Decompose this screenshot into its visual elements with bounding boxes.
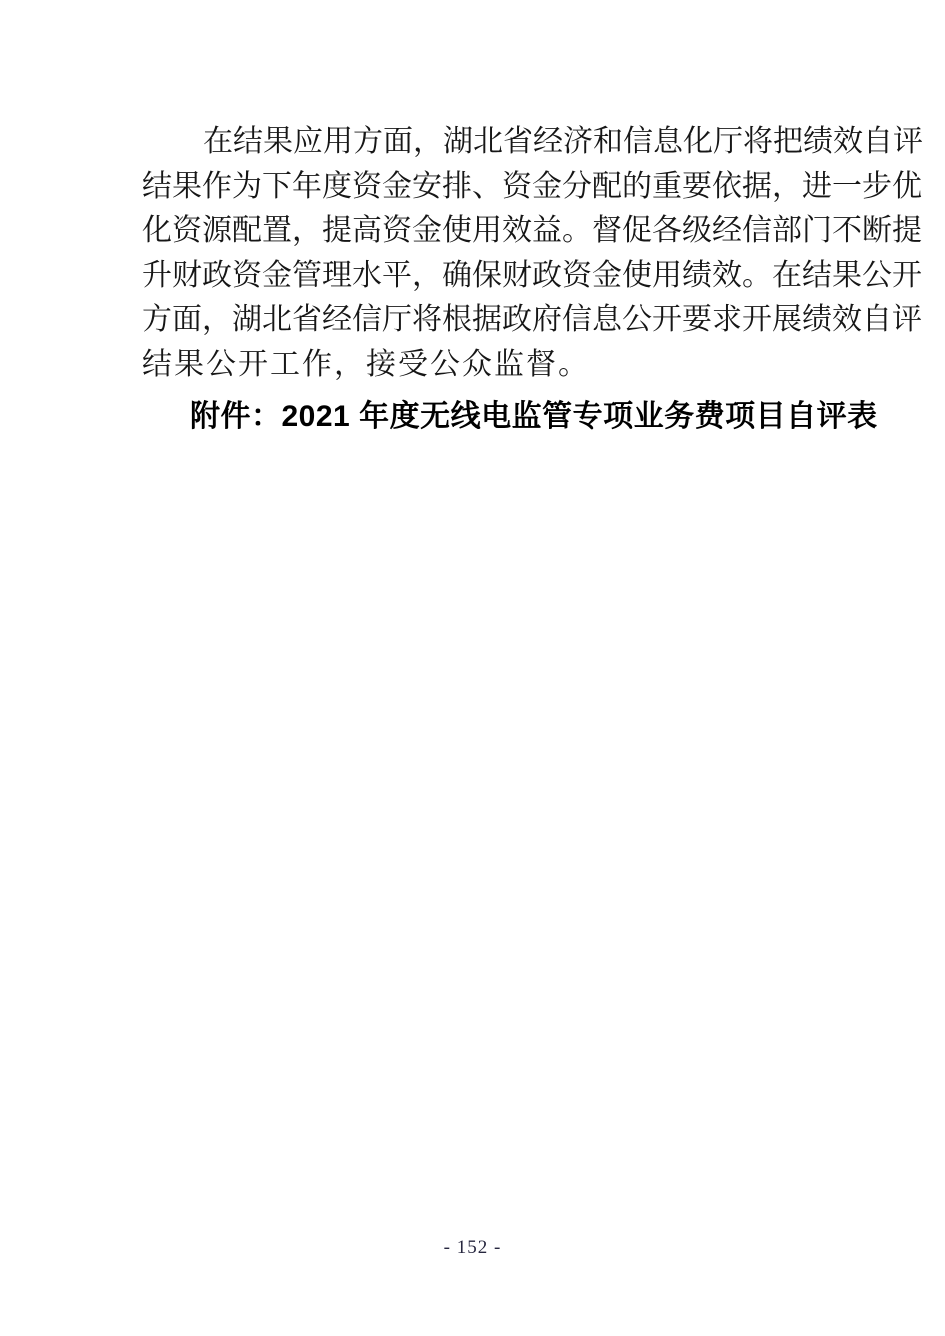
paragraph-line: 方面，湖北省经信厅将根据政府信息公开要求开展绩效自评 <box>142 303 922 337</box>
paragraph-line: 结果作为下年度资金安排、资金分配的重要依据，进一步优 <box>142 169 922 203</box>
paragraph-line: 在结果应用方面，湖北省经济和信息化厅将把绩效自评 <box>203 125 923 158</box>
document-body <box>142 120 923 439</box>
paragraph-line: 化资源配置，提高资金使用效益。督促各级经信部门不断提 <box>142 214 922 248</box>
paragraph-line: 升财政资金管理水平，确保财政资金使用绩效。在结果公开 <box>142 258 922 292</box>
paragraph-line: 结果公开工作，接受公众监督。 <box>142 347 590 381</box>
page-number: - 152 - <box>443 1237 502 1258</box>
attachment-title: 附件：2021 年度无线电监管专项业务费项目自评表 <box>190 399 878 433</box>
